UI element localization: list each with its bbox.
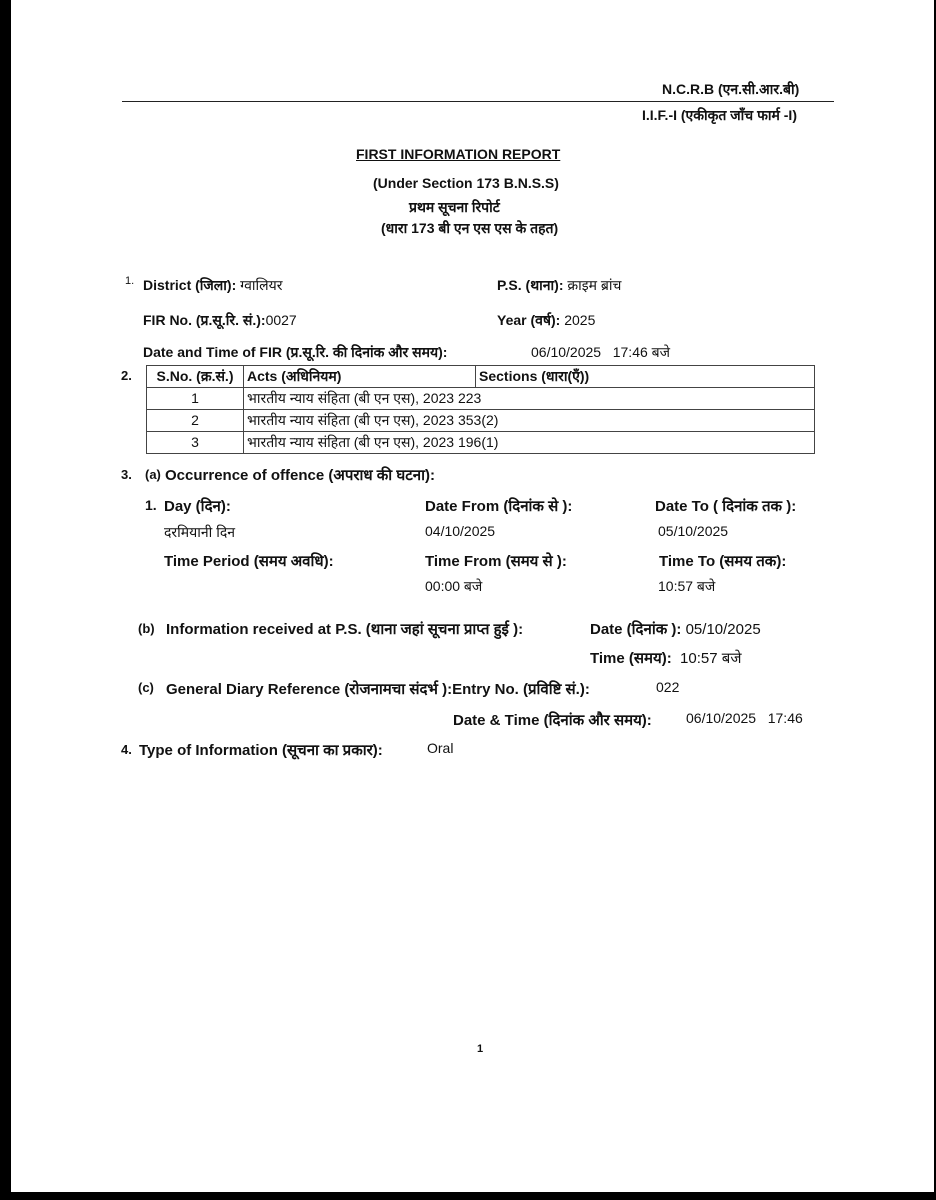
- fir-no-label: FIR No. (प्र.सू.रि. सं.):: [143, 312, 266, 328]
- ps-row: [497, 276, 621, 295]
- item-4-number: 4.: [121, 742, 132, 757]
- item-3-sub-number: 1.: [145, 497, 157, 513]
- ncrb-header: N.C.R.B (एन.सी.आर.बी): [662, 81, 800, 97]
- row-sno: 2: [147, 410, 244, 432]
- header-rule: [122, 101, 834, 102]
- district-label: District (जिला):: [143, 277, 237, 293]
- time-from-label: Time From (समय से ):: [425, 553, 567, 570]
- time-to-value: 10:57 बजे: [658, 578, 716, 594]
- entry-no-value: 022: [656, 679, 680, 695]
- general-diary-label: General Diary Reference (रोजनामचा संदर्भ ):Entry No. (प्रविष्टि सं.):: [166, 681, 590, 698]
- info-received-time-label: Time (समय):: [590, 650, 672, 667]
- acts-sections-table: [146, 365, 815, 454]
- table-header-row: [147, 366, 815, 388]
- fir-no-row: [143, 311, 297, 330]
- date-to-value: 05/10/2025: [658, 523, 729, 539]
- info-received-date-row: [590, 619, 761, 639]
- left-scan-border: [0, 0, 11, 1200]
- year-row: [497, 311, 595, 330]
- item-3a-marker: (a): [145, 467, 161, 482]
- item-1-number: 1.: [125, 275, 135, 287]
- item-3c-marker: (c): [138, 680, 154, 695]
- year-value: 2025: [564, 312, 596, 328]
- iif-header: I.I.F.-I (एकीकृत जाँच फार्म -I): [642, 107, 797, 123]
- time-from-value: 00:00 बजे: [425, 578, 483, 594]
- ps-value: क्राइम ब्रांच: [567, 277, 622, 293]
- table-row: [147, 388, 815, 410]
- date-from-label: Date From (दिनांक से ):: [425, 498, 573, 515]
- row-sno: 1: [147, 388, 244, 410]
- day-label: Day (दिन):: [164, 498, 231, 515]
- page-number: 1: [477, 1043, 484, 1055]
- row-act: भारतीय न्याय संहिता (बी एन एस), 2023 196(1): [244, 432, 815, 454]
- info-received-time-value: 10:57 बजे: [680, 650, 742, 667]
- info-type-label: Type of Information (सूचना का प्रकार):: [139, 742, 383, 759]
- row-act: भारतीय न्याय संहिता (बी एन एस), 2023 353(2): [244, 410, 815, 432]
- ps-label: P.S. (थाना):: [497, 277, 564, 293]
- report-section-hi: (धारा 173 बी एन एस एस के तहत): [381, 220, 559, 236]
- time-to-label: Time To (समय तक):: [659, 553, 787, 570]
- fir-datetime-value: 06/10/2025 17:46 बजे: [531, 344, 671, 360]
- row-sno: 3: [147, 432, 244, 454]
- occurrence-label: Occurrence of offence (अपराध की घटना):: [165, 467, 435, 484]
- gd-datetime-value: 06/10/2025 17:46: [686, 710, 803, 726]
- district-value: ग्वालियर: [240, 277, 283, 293]
- row-act: भारतीय न्याय संहिता (बी एन एस), 2023 223: [244, 388, 815, 410]
- district-row: [143, 276, 282, 295]
- item-3b-marker: (b): [138, 621, 155, 636]
- report-title-hindi: प्रथम सूचना रिपोर्ट: [409, 199, 500, 215]
- info-received-date-value: 05/10/2025: [685, 621, 761, 638]
- table-row: [147, 410, 815, 432]
- date-from-value: 04/10/2025: [425, 523, 496, 539]
- info-type-value: Oral: [427, 740, 454, 756]
- col-header-sections: Sections (धारा(एँ)): [476, 366, 815, 388]
- year-label: Year (वर्ष):: [497, 312, 561, 328]
- col-header-acts: Acts (अधिनियम): [244, 366, 476, 388]
- date-to-label: Date To ( दिनांक तक ):: [655, 498, 797, 515]
- time-period-label: Time Period (समय अवधि):: [164, 553, 334, 570]
- fir-no-value: 0027: [265, 312, 297, 328]
- info-received-time-row: [590, 648, 741, 668]
- info-received-label: Information received at P.S. (थाना जहां सूचना प्राप्त हुई ):: [166, 621, 524, 638]
- table-row: [147, 432, 815, 454]
- col-header-sno: S.No. (क्र.सं.): [147, 366, 244, 388]
- fir-datetime-label: Date and Time of FIR (प्र.सू.रि. की दिनांक और समय):: [143, 344, 448, 360]
- report-section-en: (Under Section 173 B.N.S.S): [373, 175, 559, 191]
- report-title: FIRST INFORMATION REPORT: [356, 146, 561, 162]
- gd-datetime-label: Date & Time (दिनांक और समय):: [453, 712, 652, 729]
- item-3-number: 3.: [121, 467, 132, 482]
- item-2-number: 2.: [121, 368, 132, 383]
- day-value: दरमियानी दिन: [164, 524, 236, 540]
- info-received-date-label: Date (दिनांक ):: [590, 621, 682, 638]
- bottom-scan-border: [0, 1192, 936, 1200]
